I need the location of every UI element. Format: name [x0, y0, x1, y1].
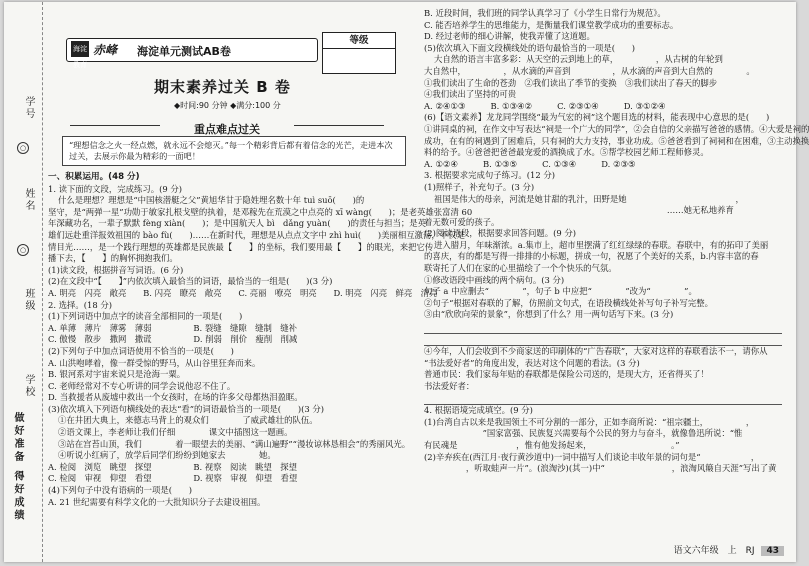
- text-line: 料的给予。④爸爸把爸爸最宠爱的酒换成了水。⑤帮学校园艺师工程师修灵。: [424, 147, 709, 158]
- grade-box[interactable]: [322, 32, 396, 74]
- text-line: A. 单薄 薄片 薄雾 薄弱 B. 裂缝 缝隙 缝制 缝补: [48, 322, 297, 333]
- text-line: ”国家富强、民族复兴需要每个公民的努力与奋斗，就像鲁迅所说：“惟: [424, 428, 743, 439]
- text-line: (2)在文段中“【 】”内依次填入最恰当的词语，最恰当的一组是( )(3 分): [48, 276, 333, 287]
- text-line: B. 近段时间，我们班的同学认真学习了《小学生日常行为规范》。: [424, 8, 666, 18]
- text-line: 1. 读下面的文段，完成练习。(9 分): [48, 183, 183, 194]
- text-line: 2. 选择。(18 分): [48, 299, 113, 310]
- text-line: 书法爱好者：: [424, 381, 475, 391]
- text-line: 4. 根据语境完成填空。(9 分): [424, 405, 533, 416]
- text-line: C. 老师经常对不专心听讲的同学会说他忍不住了。: [48, 380, 236, 391]
- text-line: (5)依次填入下面文段横线处的语句最恰当的一项是( ): [424, 42, 636, 53]
- right-column: [424, 8, 809, 475]
- text-line: D. 经过老师的细心讲解，使我弄懂了这道题。: [424, 31, 595, 42]
- text-line: ③由“欣欣向荣的景象”，你想到了什么？用一两句话写下来。(3 分): [424, 309, 674, 320]
- answer-line[interactable]: [424, 334, 782, 347]
- text-line: (2)阅读语段，根据要求回答问题。(9 分): [424, 228, 577, 239]
- text-line: ①我们读出了生命的苍劲 ②我们读出了季节的变换 ③我们读出了春天的脚步: [424, 77, 718, 88]
- text-line: 成功，在有的祠遇到了困难后，只有祠的大力支持，事业功成。⑤爸爸看到了祠祠和在困难，③主动换换: [424, 135, 809, 146]
- binding-spine: [4, 2, 43, 562]
- school-field[interactable]: 学校: [23, 374, 34, 398]
- text-line: (1)下列词语中加点字的读音全部相同的一项是( ): [48, 311, 243, 322]
- exam-sheet: [4, 2, 809, 562]
- binding-hole: ○: [17, 244, 29, 256]
- text-line: (1)照样子，补充句子。(3 分): [424, 181, 535, 192]
- text-line: 着无数可爱的孩子。: [424, 216, 500, 227]
- text-line: 什么是理想？理想是“中国核潜艇之父”黄旭华甘于隐姓埋名数十年 tuì suō( )的: [58, 195, 365, 206]
- text-line: A. ②④①③ B. ①③④② C. ②③①④ D. ③①②④: [424, 100, 666, 111]
- text-line: (6)【语文素养】龙龙同学围绕“最为气宏的祠”这个题目选的材料，能表现中心意思的是( ): [424, 112, 770, 123]
- text-line: ③站在宫苔山顶，我们 着一眼望去的美丽、“满山遍野”“漫妆谅林恳相会”的秀丽风光。: [58, 438, 411, 449]
- name-field[interactable]: 姓名: [23, 188, 34, 212]
- text-line: A. 明亮 闪亮 敞亮 B. 闪亮 瞭亮 敞亮 C. 亮丽 嘹亮 明亮 D. 明亮 闪亮 鲜亮 清亮: [48, 287, 438, 298]
- text-line: 句子 a 中应删去“ ”，句子 b 中应把“ ”改为“ ”。: [424, 286, 697, 297]
- series-name: 海淀单元测试AB卷: [137, 45, 231, 58]
- text-line: (1)台湾自古以来是我国领土不可分割的一部分，正如李商所说：“祖宗疆土， ，: [424, 416, 755, 427]
- spine-slogan: 做好准备 得好成绩: [12, 412, 23, 523]
- text-line: C. 检阅 审视 仰望 看望 D. 视察 审视 仰望 看望: [48, 473, 298, 484]
- band-rule: [70, 125, 160, 126]
- text-line: A. 检阅 浏览 眺望 探望 B. 视察 阅读 眺望 探望: [48, 461, 297, 472]
- text-line: A. 21 世纪需要有科学文化的一大批知识分子去建设祖国。: [48, 496, 266, 507]
- text-line: ……她无私地养育: [424, 205, 734, 216]
- text-line: 有民魂是 ，惟有他发扬起来， 。”: [424, 439, 680, 450]
- brand-header: [66, 38, 318, 69]
- text-line: 3. 根据要求完成句子练习。(12 分): [424, 170, 556, 181]
- text-line: B. 银河系对宇宙来说只是沧海一粟。: [48, 369, 186, 380]
- text-line: “书法爱好者”的角度出发，表达对这个问题的看法。(3 分): [424, 357, 640, 368]
- text-line: ②语文课上，李老师让我们仔细 课文中插图这一题画。: [58, 427, 293, 438]
- text-line: ④我们读出了坚持的可贵: [424, 89, 517, 100]
- text-line: (3)依次填入下列语句横线处的表达“看”的词语最恰当的一项是( )(3 分): [48, 403, 324, 414]
- text-line: ①在井团大典上，来德志马背上的观众们 了威武雄壮的队伍。: [58, 415, 318, 426]
- text-line: 雄们远赴重洋报效祖国的 bào fù( )……在新时代，理想是从点点文字中 zhì huì( )美丽相互激荡，不仅是: [48, 229, 465, 240]
- text-line: (2)辛弃疾在(西江月·夜行黄沙道中)一词中描写人们谈论丰收年景的词句是“ ，: [424, 451, 760, 462]
- text-line: 情目光……，是一个践行理想的英雄都是民族最【 】的坐标，我们要用最【 】的眼光，来把它传: [48, 241, 434, 252]
- text-line: 坚守，是“两弹一星”功勋于敏家扎根戈壁的执着，是邓稼先在荒漠之中点亮的 xī wàng( )；是老英雄张富清 60: [48, 206, 473, 217]
- text-line: (4)下列句子中没有语病的一项是( ): [48, 485, 193, 496]
- exam-meta: ◆时间:90 分钟 ◆满分:100 分: [174, 101, 281, 110]
- text-line: (2)下列句子中加点词语使用不恰当的一项是( ): [48, 345, 234, 356]
- page-title: 期末素养过关 B 卷: [154, 78, 291, 96]
- brand-name: 赤峰: [93, 43, 118, 57]
- binding-hole: ○: [17, 142, 29, 154]
- text-line: ①讲同桌的祠，在作文中写表达“祠是一个广大的同学”，②会自信的父亲描写爸爸的感情。④大爱是祠的: [424, 123, 809, 134]
- section-band: [60, 118, 394, 136]
- text-line: 播下去，【 】的胸怀拥抱我们。: [48, 253, 178, 264]
- text-line: 进入腊月，年味渐浓。a.集市上，超市里摆满了红红绿绿的春联。春联中，有的拓印了美丽: [434, 239, 769, 250]
- text-line: ，听取蛙声一片”。(浪淘沙)(其一)中“ ，浪淘风簸自天涯”写出了黄: [424, 463, 777, 474]
- motto-box: “理想信念之火一经点燃，就永远不会熄灭。”每一个精彩背后都有着信念的光芒，走进本次过关，去展示你最为精彩的一面吧！: [62, 136, 406, 166]
- text-line: D. 当救援者从废墟中救出一个女孩时，在场的许多父母都热泪盈眶。: [48, 392, 303, 403]
- footer-label: 语文六年级 上 RJ: [673, 546, 755, 556]
- text-line: C. 能否培养学生的思维能力，是衡量我们课堂教学成功的重要标志。: [424, 19, 679, 30]
- grade-label: 等级: [323, 33, 395, 49]
- text-line: 普通市民：我们家每年贴的春联都是保险公司送的，是现大方，还省得买了！: [424, 369, 709, 380]
- section-band-label: 重点难点过关: [194, 123, 260, 136]
- text-line: A. 山洪咆哮着，像一群受惊的野马，从山谷里狂奔而来。: [48, 357, 261, 368]
- text-line: ④今年，人们会收到不少商家送的印刷体的“广告春联”，大家对这样的春联看法不一，请你从: [424, 346, 768, 357]
- text-line: C. 傲慢 散步 撒网 撒谎 D. 削弱 削价 瘦削 削减: [48, 334, 298, 345]
- class-field[interactable]: 班级: [23, 288, 34, 312]
- answer-line[interactable]: [424, 393, 782, 406]
- page-footer: [674, 543, 784, 556]
- band-rule: [294, 125, 384, 126]
- text-line: 年深藏功名，一辈子默默 fèng xiàn( )；是中国航天人 bì dǎng yuàn( )的责任与担当；是英: [48, 218, 426, 229]
- text-line: ②句子“根据对春联的了解，仿照前文句式，在语段横线处补写句子补写完整。: [424, 297, 714, 308]
- text-line: 祖国是伟大的母亲，河流是她甘甜的乳汁，田野是她 ，: [434, 193, 744, 204]
- page-number: 43: [761, 546, 784, 556]
- text-line: 大自然的语言丰富多彩：从天空的云到地上的草， ，从古树的年轮到: [434, 54, 757, 65]
- text-line: 的喜庆，有的都是写得一排排的小标题，拼成一句，祝愿了个美好的关系，b.内容丰富的春: [424, 251, 759, 262]
- text-line: (1)读文段，根据拼音写词语。(6 分): [48, 264, 184, 275]
- text-line: 一、积累运用。(48 分): [48, 172, 140, 182]
- text-line: 大自然中， ，从水滴的声音到 ，从水滴的声音到大自然的 。: [424, 65, 755, 76]
- text-line: 联寄托了人们在家的心里描绘了一个个快乐的气氛。: [424, 263, 617, 274]
- text-line: ①修改语段中画线的两个病句。(3 分): [424, 274, 565, 285]
- answer-line[interactable]: [424, 321, 782, 334]
- text-line: ④听说小红病了，放学后同学们纷纷到她家去 她。: [58, 450, 276, 461]
- text-line: A. ①②④ B. ①③⑤ C. ①③④ D. ②③⑤: [424, 158, 636, 169]
- publisher-logo-icon: 海淀教育: [71, 41, 89, 57]
- student-id-field[interactable]: 学号: [23, 96, 34, 120]
